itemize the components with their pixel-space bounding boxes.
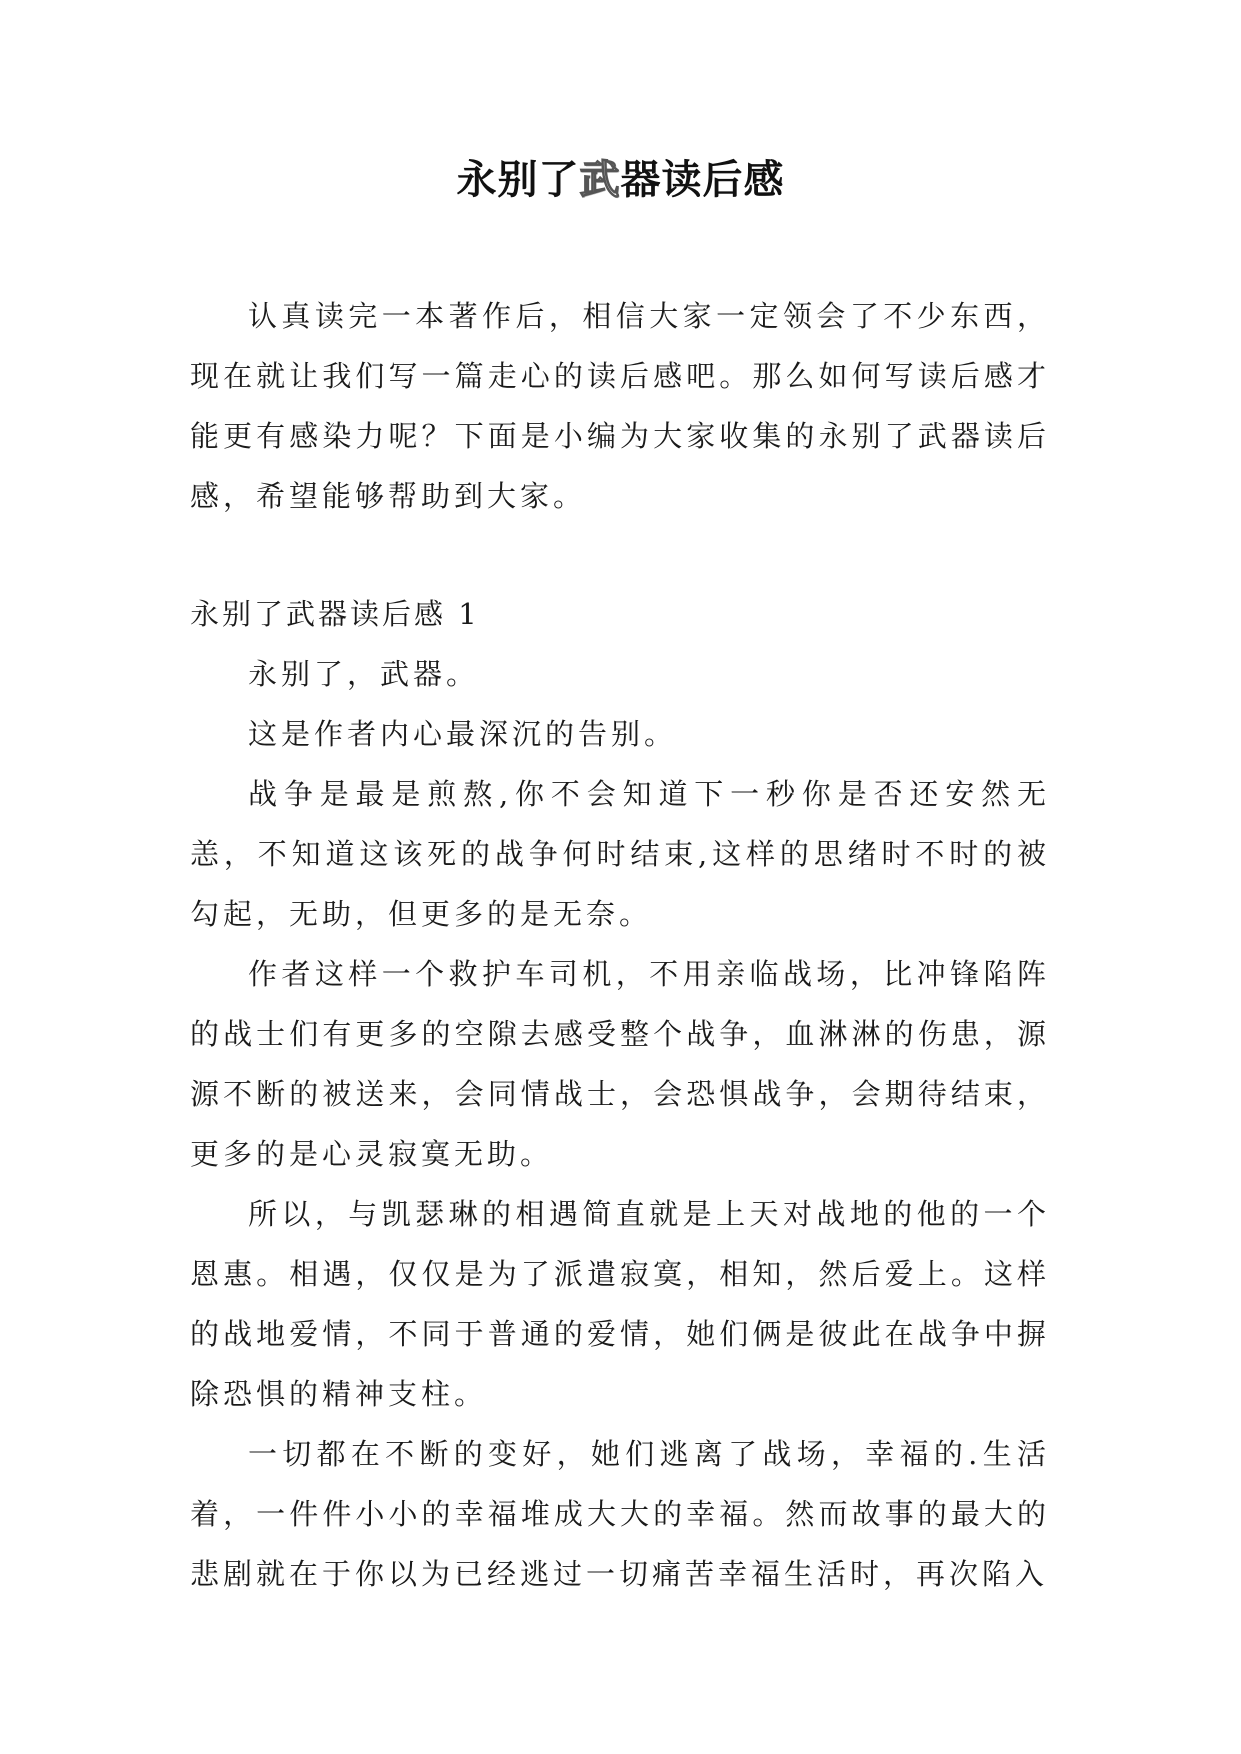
paragraph-gap bbox=[190, 526, 1050, 584]
body-paragraph: 作者这样一个救护车司机，不用亲临战场，比冲锋陷阵的战士们有更多的空隙去感受整个战争，血淋淋的伤患，源源不断的被送来，会同情战士，会恐惧战争，会期待结束，更多的是心灵寂寞无助。 bbox=[190, 957, 1050, 1171]
body-paragraph: 一切都在不断的变好，她们逃离了战场，幸福的.生活着，一件件小小的幸福堆成大大的幸福。然而故事的最大的悲剧就在于你以为已经逃过一切痛苦幸福生活时，再次陷入 bbox=[190, 1437, 1050, 1591]
title-part-2: 器读后感 bbox=[620, 157, 785, 203]
section-heading: 永别了武器读后感 1 bbox=[190, 597, 480, 631]
body-paragraph: 所以，与凯瑟琳的相遇简直就是上天对战地的他的一个恩惠。相遇，仅仅是为了派遣寂寞，相知，然后爱上。这样的战地爱情，不同于普通的爱情，她们俩是彼此在战争中摒除恐惧的精神支柱。 bbox=[190, 1197, 1050, 1411]
title-part-1: 永别了 bbox=[456, 157, 580, 203]
body-paragraph: 战争是最是煎熬,你不会知道下一秒你是否还安然无恙，不知道这该死的战争何时结束,这样的思绪时不时的被勾起，无助，但更多的是无奈。 bbox=[190, 777, 1050, 931]
document-body bbox=[190, 286, 1050, 1604]
title-outlined-char: 武 bbox=[579, 157, 621, 203]
intro-paragraph: 认真读完一本著作后，相信大家一定领会了不少东西，现在就让我们写一篇走心的读后感吧。那么如何写读后感才能更有感染力呢？下面是小编为大家收集的永别了武器读后感，希望能够帮助到大家。 bbox=[190, 299, 1050, 513]
body-paragraph: 这是作者内心最深沉的告别。 bbox=[248, 717, 678, 751]
document-title bbox=[0, 152, 1241, 208]
body-paragraph: 永别了，武器。 bbox=[248, 657, 480, 691]
